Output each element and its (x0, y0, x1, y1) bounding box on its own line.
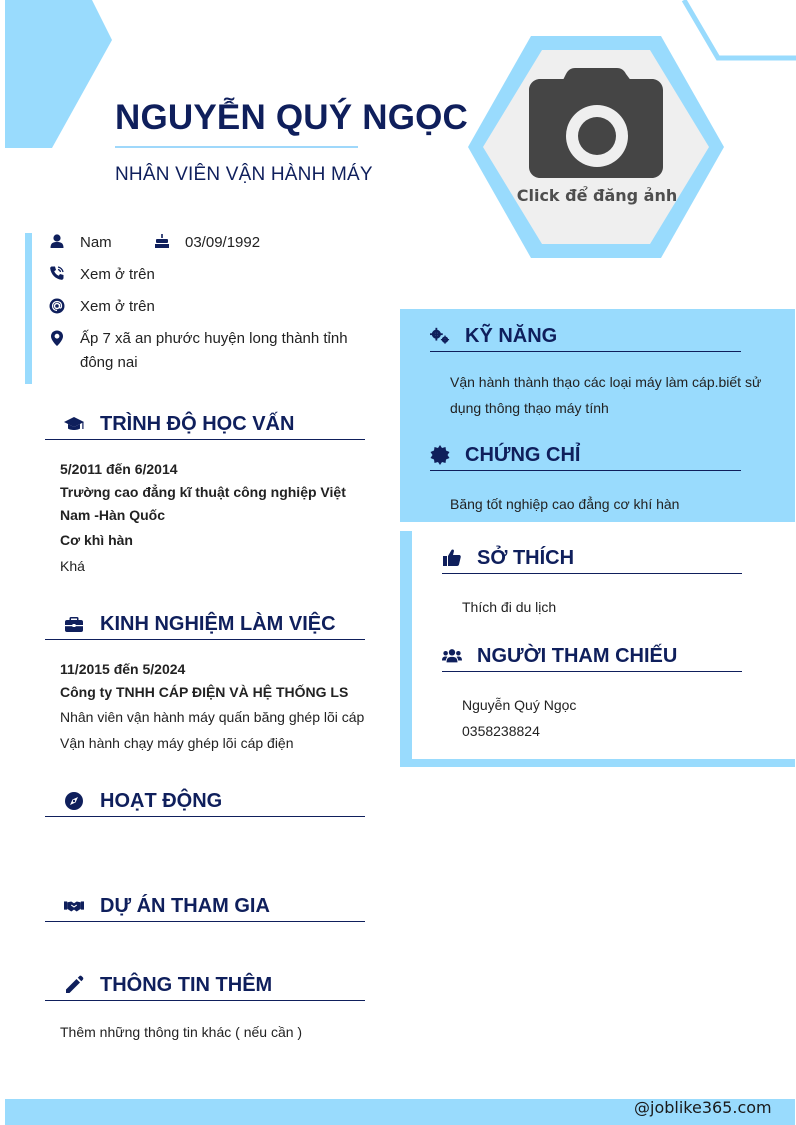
education-grade: Khá (60, 558, 85, 574)
hobbies-divider (442, 573, 742, 574)
skills-text: Vận hành thành thạo các loại máy làm cáp.biết sử dụng thông thạo máy tính (450, 374, 762, 416)
graduation-cap-icon (64, 414, 84, 434)
education-school: Trường cao đẳng kĩ thuật công nghiệp Việt Nam -Hàn Quốc (60, 484, 346, 523)
activities-divider (45, 816, 365, 817)
job-title: NHÂN VIÊN VẬN HÀNH MÁY (115, 164, 373, 185)
certificates-text: Băng tốt nghiệp cao đẳng cơ khí hàn (450, 496, 680, 512)
address-value: Ấp 7 xã an phước huyện long thành tỉnh đông nai (80, 330, 348, 371)
phone-icon (49, 265, 65, 281)
users-group-icon (442, 646, 462, 666)
skills-divider (430, 351, 741, 352)
handshake-icon (64, 896, 84, 916)
activities-title: HOẠT ĐỘNG (100, 790, 223, 812)
projects-title: DỰ ÁN THAM GIA (100, 895, 270, 917)
experience-period: 11/2015 đến 5/2024 (60, 661, 186, 677)
camera-icon (529, 68, 663, 178)
location-pin-icon (49, 330, 65, 346)
skills-title: KỸ NĂNG (465, 325, 558, 347)
top-left-hexagon-decoration (0, 0, 120, 150)
certificate-badge-icon (430, 445, 450, 465)
birthday-cake-icon (154, 233, 170, 249)
certificates-title: CHỨNG CHỈ (465, 444, 581, 466)
experience-description: Vận hành chạy máy ghép lõi cáp điện (60, 735, 294, 751)
gears-icon (430, 326, 450, 346)
compass-icon (64, 791, 84, 811)
gender-value: Nam (80, 234, 112, 251)
candidate-name: NGUYỄN QUÝ NGỌC (115, 98, 469, 137)
experience-title: KINH NGHIỆM LÀM VIỆC (100, 613, 336, 635)
birthday-value: 03/09/1992 (185, 234, 261, 251)
user-icon (49, 233, 65, 249)
education-period: 5/2011 đến 6/2014 (60, 461, 178, 477)
projects-divider (45, 921, 365, 922)
pencil-icon (64, 975, 84, 995)
hobbies-text: Thích đi du lịch (462, 599, 557, 615)
references-name: Nguyễn Quý Ngọc (462, 697, 577, 713)
contact-accent-bar (25, 233, 32, 384)
footer-watermark: @joblike365.com (634, 1098, 772, 1117)
education-divider (45, 439, 365, 440)
additional-info-divider (45, 1000, 365, 1001)
additional-info-title: THÔNG TIN THÊM (100, 974, 273, 996)
email-value: Xem ở trên (80, 298, 155, 315)
photo-upload-frame[interactable] (466, 34, 726, 260)
name-underline (115, 146, 358, 148)
thumbs-up-icon (442, 548, 462, 568)
education-title: TRÌNH ĐỘ HỌC VẤN (100, 413, 295, 435)
phone-value: Xem ở trên (80, 266, 155, 283)
additional-info-text: Thêm những thông tin khác ( nếu cần ) (60, 1024, 303, 1040)
experience-position: Nhân viên vận hành máy quấn băng ghép lõi cáp (60, 709, 365, 725)
certificates-divider (430, 470, 741, 471)
experience-company: Công ty TNHH CÁP ĐIỆN VÀ HỆ THỐNG LS (60, 684, 349, 700)
references-phone: 0358238824 (462, 723, 540, 739)
briefcase-icon (64, 614, 84, 634)
references-divider (442, 671, 742, 672)
references-title: NGƯỜI THAM CHIẾU (477, 645, 678, 667)
education-major: Cơ khì hàn (60, 532, 133, 548)
email-icon (49, 298, 65, 314)
experience-divider (45, 639, 365, 640)
photo-upload-label[interactable]: Click để đăng ảnh (516, 186, 678, 205)
hobbies-title: SỞ THÍCH (477, 547, 575, 569)
